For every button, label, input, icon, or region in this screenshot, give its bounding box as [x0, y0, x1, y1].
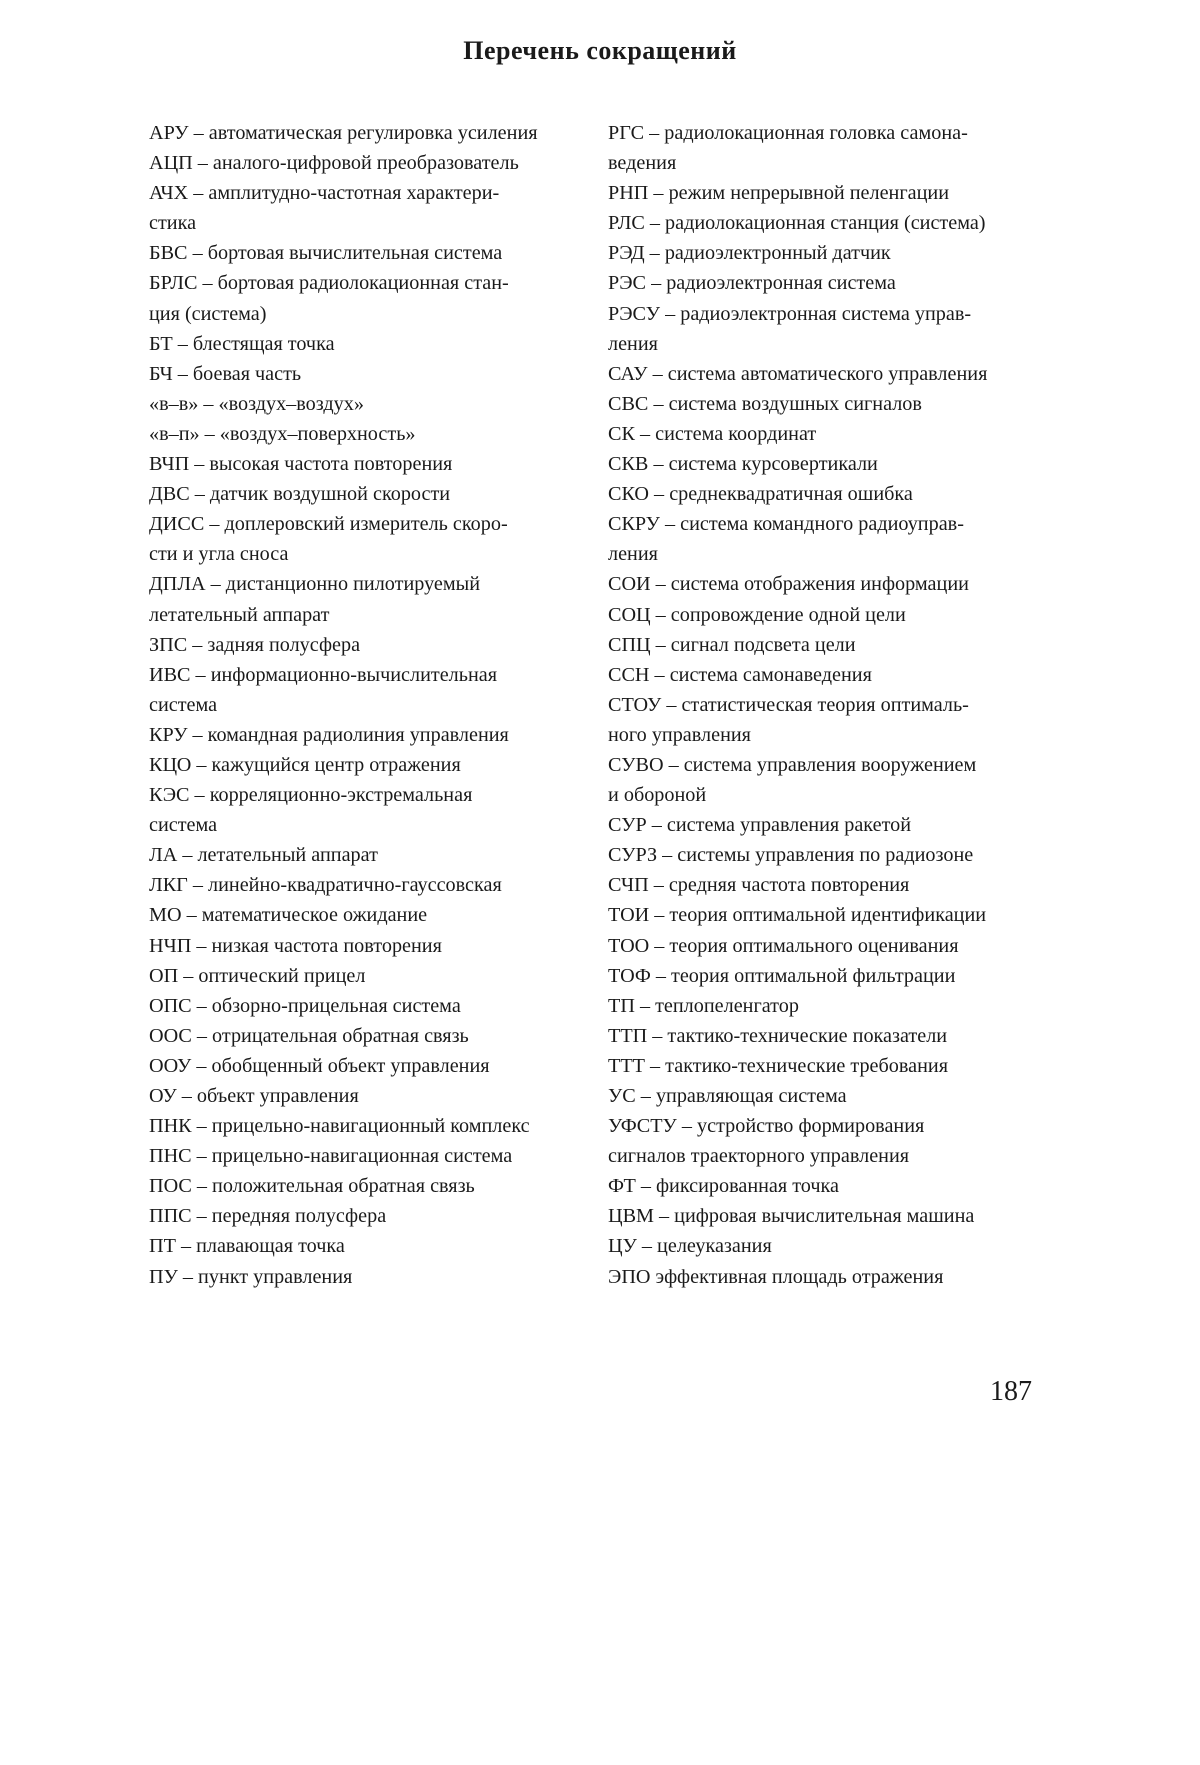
- abbreviation-entry: САУ – система автоматического управления: [608, 362, 988, 385]
- abbreviation-entry: ООУ – обобщенный объект управления: [149, 1054, 490, 1077]
- abbreviation-entry: СЧП – средняя частота повторения: [608, 874, 910, 897]
- abbreviation-entry: ПТ – плавающая точка: [149, 1235, 345, 1258]
- abbreviation-entry: АЧХ – амплитудно-частотная характери- стика: [149, 182, 500, 235]
- abbreviation-entry: СКВ – система курсовертикали: [608, 453, 878, 476]
- abbreviation-entry: РЭС – радиоэлектронная система: [608, 272, 896, 295]
- abbreviation-entry: ОП – оптический прицел: [149, 964, 366, 987]
- abbreviation-entry: ТП – теплопеленгатор: [608, 994, 799, 1017]
- abbreviation-entry: ТТП – тактико-технические показатели: [608, 1024, 948, 1047]
- abbreviation-entry: БВС – бортовая вычислительная система: [149, 242, 503, 265]
- abbreviations-left-column: [149, 118, 594, 1292]
- abbreviation-entry: СОИ – система отображения информации: [608, 573, 969, 596]
- abbreviation-entry: СВС – система воздушных сигналов: [608, 392, 922, 415]
- abbreviation-entry: ППС – передняя полусфера: [149, 1205, 387, 1228]
- abbreviation-entry: СУРЗ – системы управления по радиозоне: [608, 844, 974, 867]
- abbreviation-entry: ЦУ – целеуказания: [608, 1235, 772, 1258]
- abbreviation-entry: АРУ – автоматическая регулировка усиления: [149, 122, 538, 144]
- abbreviation-entry: ТОО – теория оптимального оценивания: [608, 934, 959, 957]
- abbreviation-entry: БЧ – боевая часть: [149, 362, 302, 385]
- abbreviation-entry: ТТТ – тактико-технические требования: [608, 1054, 948, 1077]
- abbreviation-entry: ЭПО эффективная площадь отражения: [608, 1265, 944, 1288]
- abbreviation-entry: СУВО – система управления вооружением и обороной: [608, 753, 977, 807]
- abbreviation-entry: ЗПС – задняя полусфера: [149, 633, 361, 656]
- abbreviation-entry: ОУ – объект управления: [149, 1085, 359, 1107]
- abbreviation-entry: ЛА – летательный аппарат: [149, 844, 378, 867]
- abbreviation-entry: ПНС – прицельно-навигационная система: [149, 1145, 513, 1168]
- abbreviation-entry: ВЧП – высокая частота повторения: [149, 453, 453, 476]
- abbreviation-entry: ДПЛА – дистанционно пилотируемый летательный аппарат: [149, 573, 481, 626]
- abbreviation-entry: «в–п» – «воздух–поверхность»: [149, 422, 416, 445]
- abbreviation-entry: РЭД – радиоэлектронный датчик: [608, 242, 891, 265]
- abbreviation-entry: УФСТУ – устройство формирования сигналов траекторного управления: [608, 1115, 925, 1168]
- abbreviation-entry: СОЦ – сопровождение одной цели: [608, 603, 906, 626]
- abbreviation-entry: РЭСУ – радиоэлектронная система управ- ления: [608, 302, 972, 355]
- page-title: Перечень сокращений: [463, 36, 737, 65]
- abbreviation-entry: ФТ – фиксированная точка: [608, 1175, 839, 1198]
- abbreviation-entry: МО – математическое ожидание: [149, 904, 428, 927]
- abbreviation-entry: КЦО – кажущийся центр отражения: [149, 753, 461, 776]
- abbreviation-entry: СК – система координат: [608, 422, 817, 445]
- abbreviation-entry: ОПС – обзорно-прицельная система: [149, 994, 461, 1017]
- page-number: 187: [990, 1376, 1032, 1407]
- abbreviation-entry: ДИСС – доплеровский измеритель скоро- сти и угла сноса: [149, 513, 508, 566]
- abbreviation-entry: КРУ – командная радиолиния управления: [149, 723, 509, 746]
- abbreviation-entry: РЛС – радиолокационная станция (система): [608, 212, 986, 235]
- abbreviations-right-column: [608, 118, 1063, 1292]
- abbreviation-entry: СУР – система управления ракетой: [608, 814, 912, 837]
- abbreviation-entry: ПУ – пункт управления: [149, 1265, 353, 1288]
- abbreviation-entry: СКРУ – система командного радиоуправ- ления: [608, 513, 964, 566]
- abbreviation-entry: АЦП – аналого-цифровой преобразователь: [149, 152, 519, 175]
- abbreviation-entry: БТ – блестящая точка: [149, 332, 335, 355]
- abbreviation-entry: ЦВМ – цифровая вычислительная машина: [608, 1205, 975, 1228]
- abbreviation-entry: КЭС – корреляционно-экстремальная система: [149, 784, 473, 837]
- abbreviation-entry: СТОУ – статистическая теория оптималь- ного управления: [608, 693, 969, 746]
- abbreviation-entry: ТОФ – теория оптимальной фильтрации: [608, 964, 956, 987]
- abbreviation-entry: НЧП – низкая частота повторения: [149, 934, 442, 957]
- abbreviation-entry: «в–в» – «воздух–воздух»: [149, 392, 364, 415]
- abbreviation-entry: РНП – режим непрерывной пеленгации: [608, 182, 950, 205]
- abbreviation-entry: УС – управляющая система: [608, 1085, 847, 1107]
- abbreviation-entry: РГС – радиолокационная головка самона- ведения: [608, 122, 968, 175]
- abbreviation-entry: ООС – отрицательная обратная связь: [149, 1024, 469, 1047]
- abbreviation-entry: ПОС – положительная обратная связь: [149, 1175, 475, 1198]
- abbreviation-entry: СКО – среднеквадратичная ошибка: [608, 483, 913, 506]
- abbreviation-entry: СПЦ – сигнал подсвета цели: [608, 633, 856, 656]
- abbreviation-entry: ССН – система самонаведения: [608, 663, 872, 686]
- abbreviation-entry: ИВС – информационно-вычислительная система: [149, 663, 497, 716]
- abbreviation-entry: ТОИ – теория оптимальной идентификации: [608, 904, 987, 927]
- abbreviation-entry: БРЛС – бортовая радиолокационная стан- ция (система): [149, 272, 509, 325]
- abbreviation-entry: ЛКГ – линейно-квадратично-гауссовская: [149, 874, 502, 897]
- abbreviation-entry: ДВС – датчик воздушной скорости: [149, 483, 451, 506]
- abbreviation-entry: ПНК – прицельно-навигационный комплекс: [149, 1115, 530, 1138]
